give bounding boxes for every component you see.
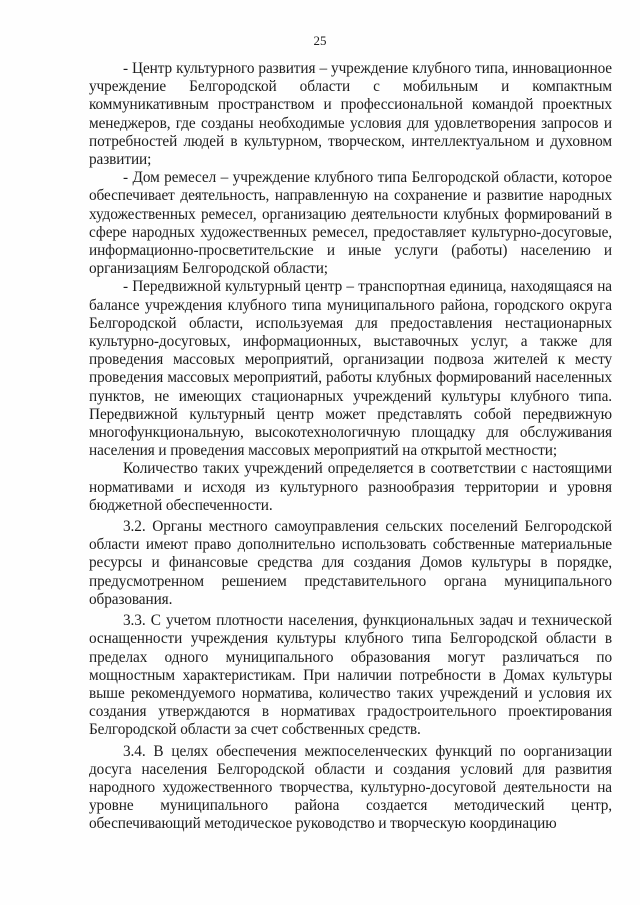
document-body: [89, 60, 612, 834]
paragraph-section-3-2: 3.2. Органы местного самоуправления сельских поселений Белгородской области имеют право дополнительно использовать собственные материальные ресурсы и финансовые средства для создания Домов культуры в порядке, предусмотренном решением представительного органа муниципального образования.: [89, 518, 612, 608]
paragraph-mobile-cultural-center: - Передвижной культурный центр – транспортная единица, находящаяся на балансе учреждения клубного типа муниципального района, городского округа Белгородской области, используемая для предоставления нестационарных культурно-досуговых, информационных, выставочных услуг, а также для проведения массовых мероприятий, организации подвоза жителей к месту проведения массовых мероприятий, работы клубных формирований населенных пунктов, не имеющих стационарных учреждений культуры клубного типа. Передвижной культурный центр может представлять собой передвижную многофункциональную, высокотехнологичную площадку для обслуживания населения и проведения массовых мероприятий на открытой местности;: [89, 278, 612, 460]
paragraph-section-3-4: 3.4. В целях обеспечения межпоселенческих функций по оорганизации досуга населения Белгородской области и создания условий для развития народного художественного творчества, культурно-досуговой деятельности на уровне муниципального района создается методический центр, обеспечивающий методическое руководство и творческую координацию: [89, 742, 612, 833]
page-number: 25: [313, 33, 327, 48]
paragraph-cultural-development-center: - Центр культурного развития – учреждение клубного типа, инновационное учреждение Белгородской области с мобильным и компактным коммуникативным пространством и профессиональной командой проектных менеджеров, где созданы необходимые условия для удовлетворения запросов и потребностей людей в культурном, творческом, интеллектуальном и духовном развитии;: [89, 60, 612, 169]
paragraph-house-of-crafts: - Дом ремесел – учреждение клубного типа Белгородской области, которое обеспечивает деятельность, направленную на сохранение и развитие народных художественных ремесел, организацию деятельности клубных формирований в сфере народных художественных ремесел, предоставляет культурно-досуговые, информационно-просветительские и иные услуги (работы) населению и организациям Белгородской области;: [89, 169, 612, 278]
paragraph-number-of-institutions: Количество таких учреждений определяется в соответствии с настоящими нормативами и исходя из культурного разнообразия территории и уровня бюджетной обеспеченности.: [89, 460, 612, 514]
paragraph-section-3-3: 3.3. С учетом плотности населения, функциональных задач и технической оснащенности учреждения культуры клубного типа Белгородской области в пределах одного муниципального образования могут различаться по мощностным характеристикам. При наличии потребности в Домах культуры выше рекомендуемого норматива, количество таких учреждений и условия их создания утверждаются в нормативах градостроительного проектирования Белгородской области за счет собственных средств.: [89, 612, 612, 739]
